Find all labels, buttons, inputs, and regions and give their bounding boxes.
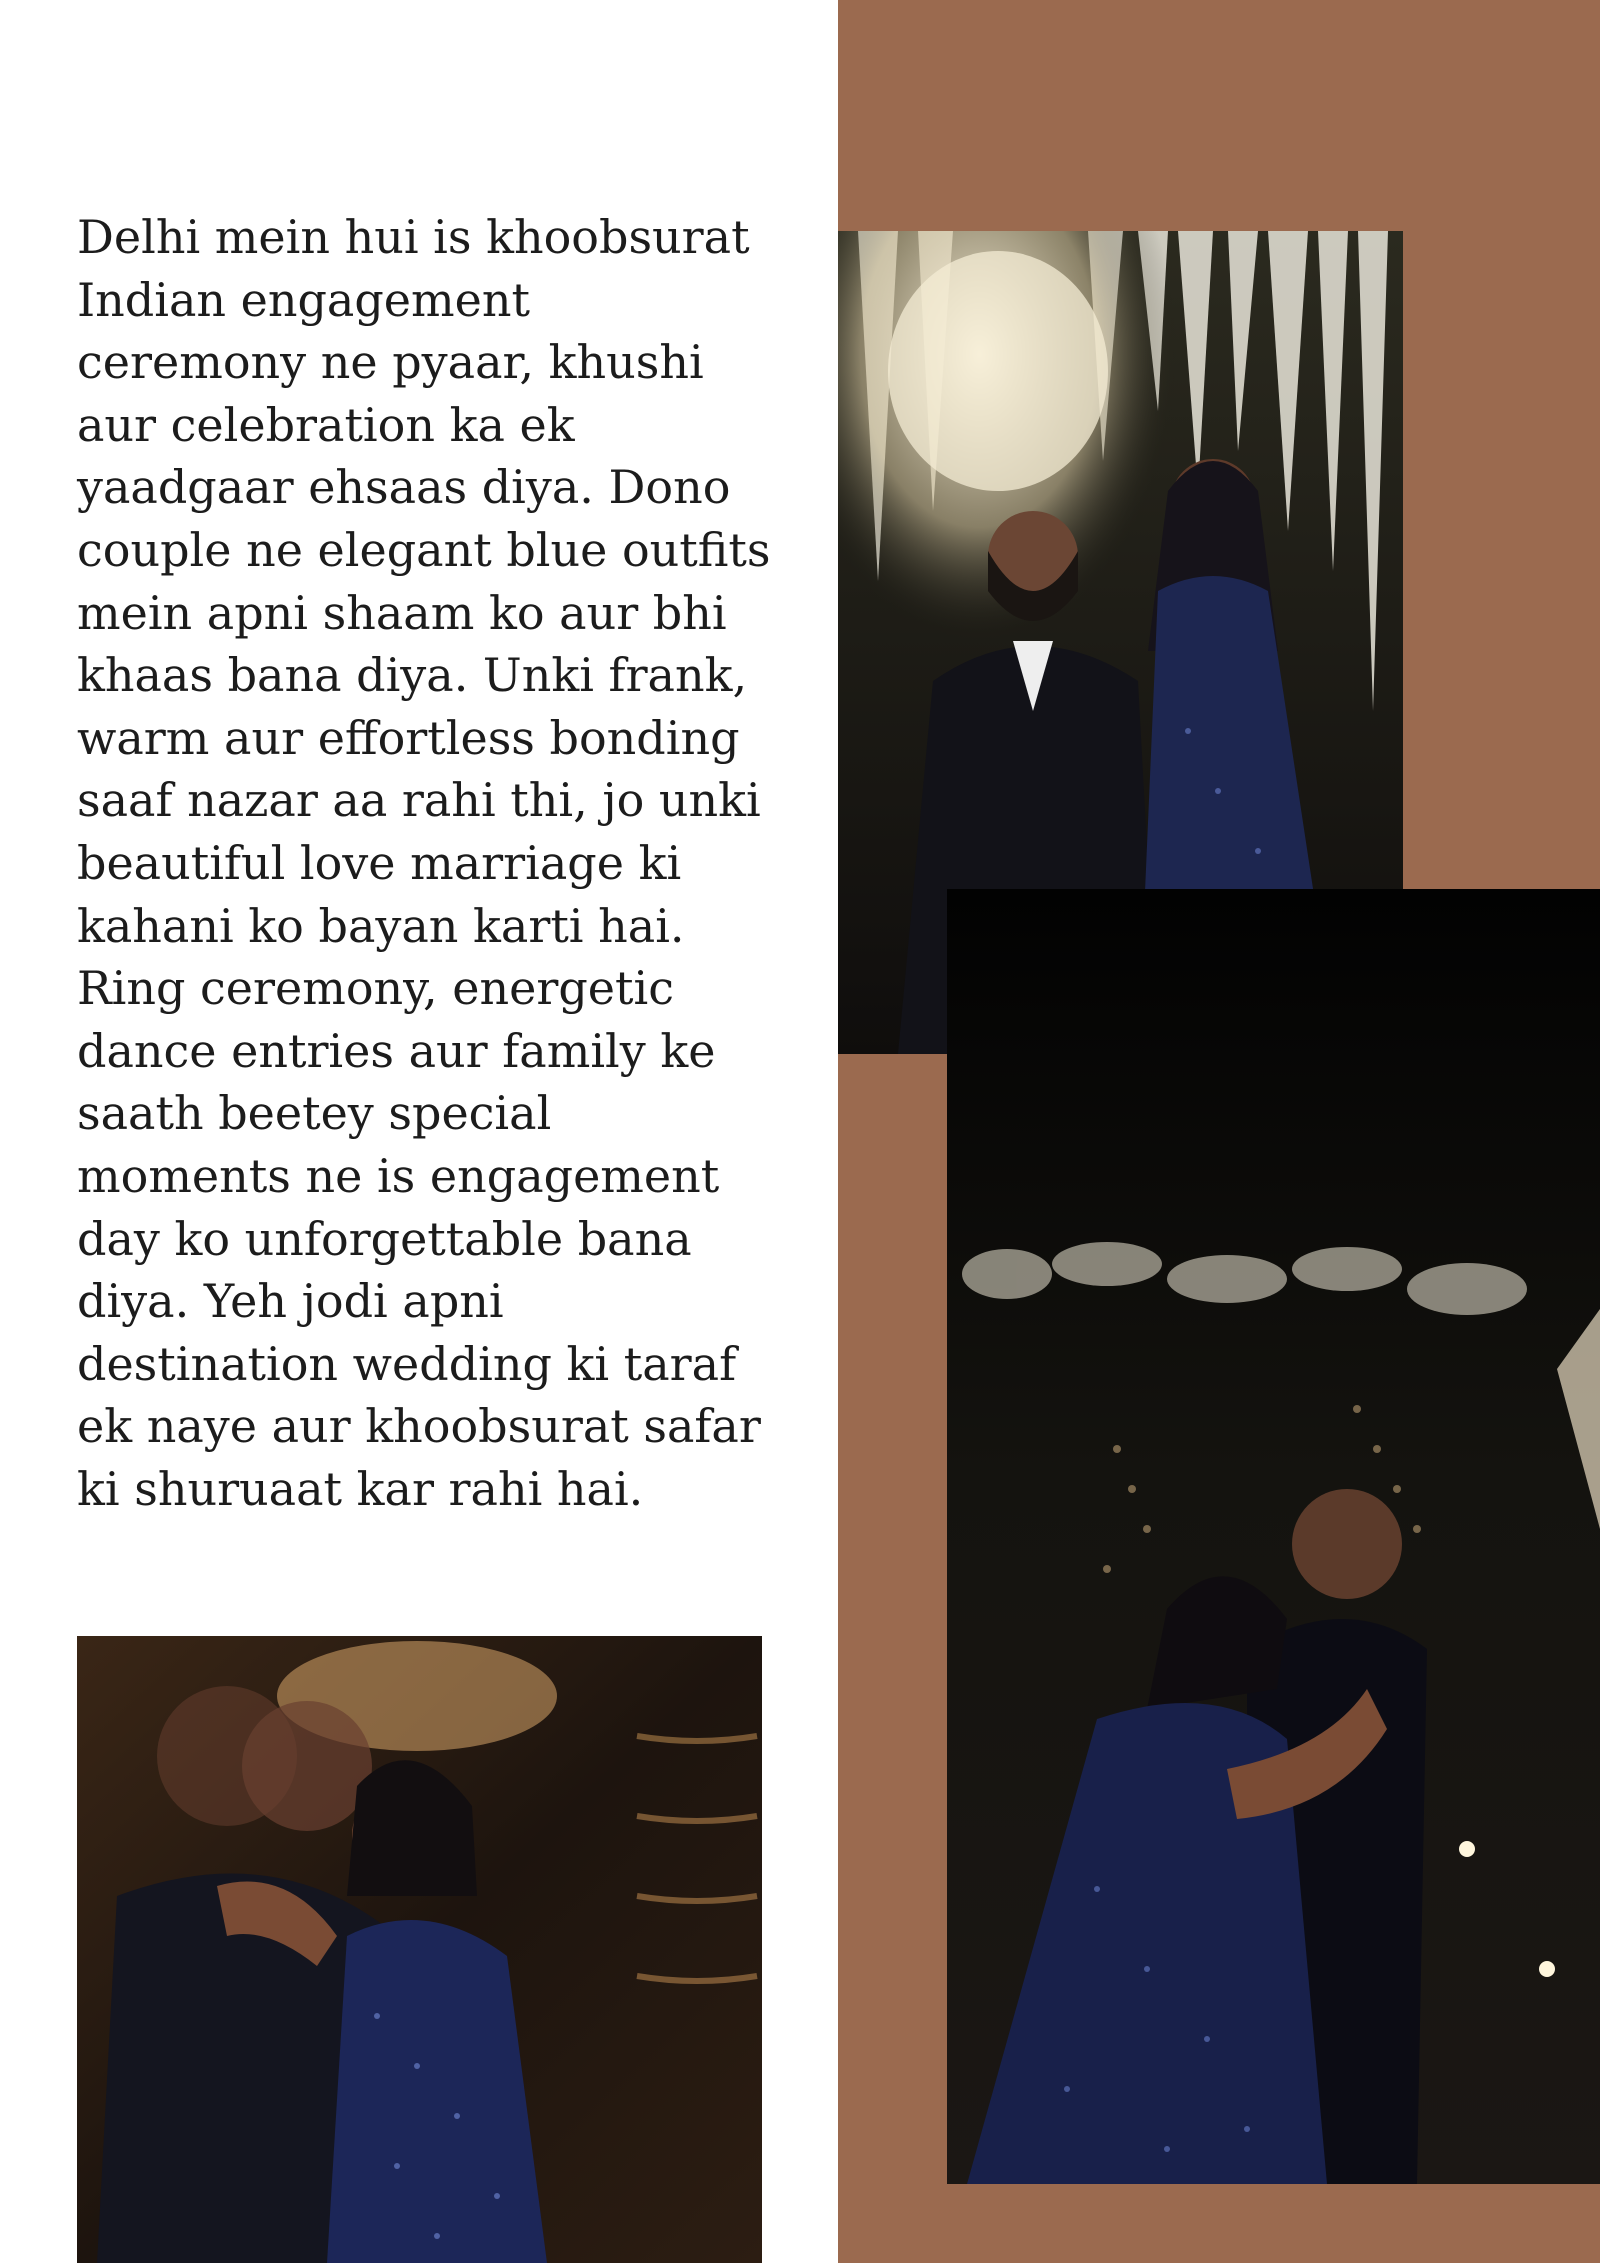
story-line: couple ne elegant blue outfits [77, 522, 771, 577]
story-line: yaadgaar ehsaas diya. Dono [77, 460, 731, 515]
story-line: ek naye aur khoobsurat safar [77, 1399, 761, 1454]
story-line: Indian engagement [77, 272, 530, 327]
story-line: beautiful love marriage ki [77, 835, 682, 890]
story-line: saath beetey special [77, 1086, 552, 1141]
story-line: saaf nazar aa rahi thi, jo unki [77, 773, 761, 828]
story-line: Delhi mein hui is khoobsurat [77, 210, 750, 264]
story-line: warm aur effortless bonding [77, 710, 740, 765]
story-line: ceremony ne pyaar, khushi [77, 335, 704, 390]
story-line: moments ne is engagement [77, 1148, 720, 1203]
story-line: day ko unforgettable bana [77, 1211, 692, 1266]
story-line: ki shuruaat kar rahi hai. [77, 1461, 644, 1516]
couple-motion-blur-photo [77, 1636, 762, 2263]
story-line: kahani ko bayan karti hai. [77, 898, 685, 953]
story-paragraph [77, 206, 777, 1520]
story-line: mein apni shaam ko aur bhi [77, 585, 727, 640]
story-line: destination wedding ki taraf [77, 1336, 737, 1391]
story-line: dance entries aur family ke [77, 1023, 716, 1078]
story-line: aur celebration ka ek [77, 397, 575, 452]
story-line: diya. Yeh jodi apni [77, 1274, 504, 1329]
story-line: Ring ceremony, energetic [77, 961, 674, 1016]
couple-embrace-night-photo [947, 889, 1600, 2184]
story-line: khaas bana diya. Unki frank, [77, 648, 748, 703]
